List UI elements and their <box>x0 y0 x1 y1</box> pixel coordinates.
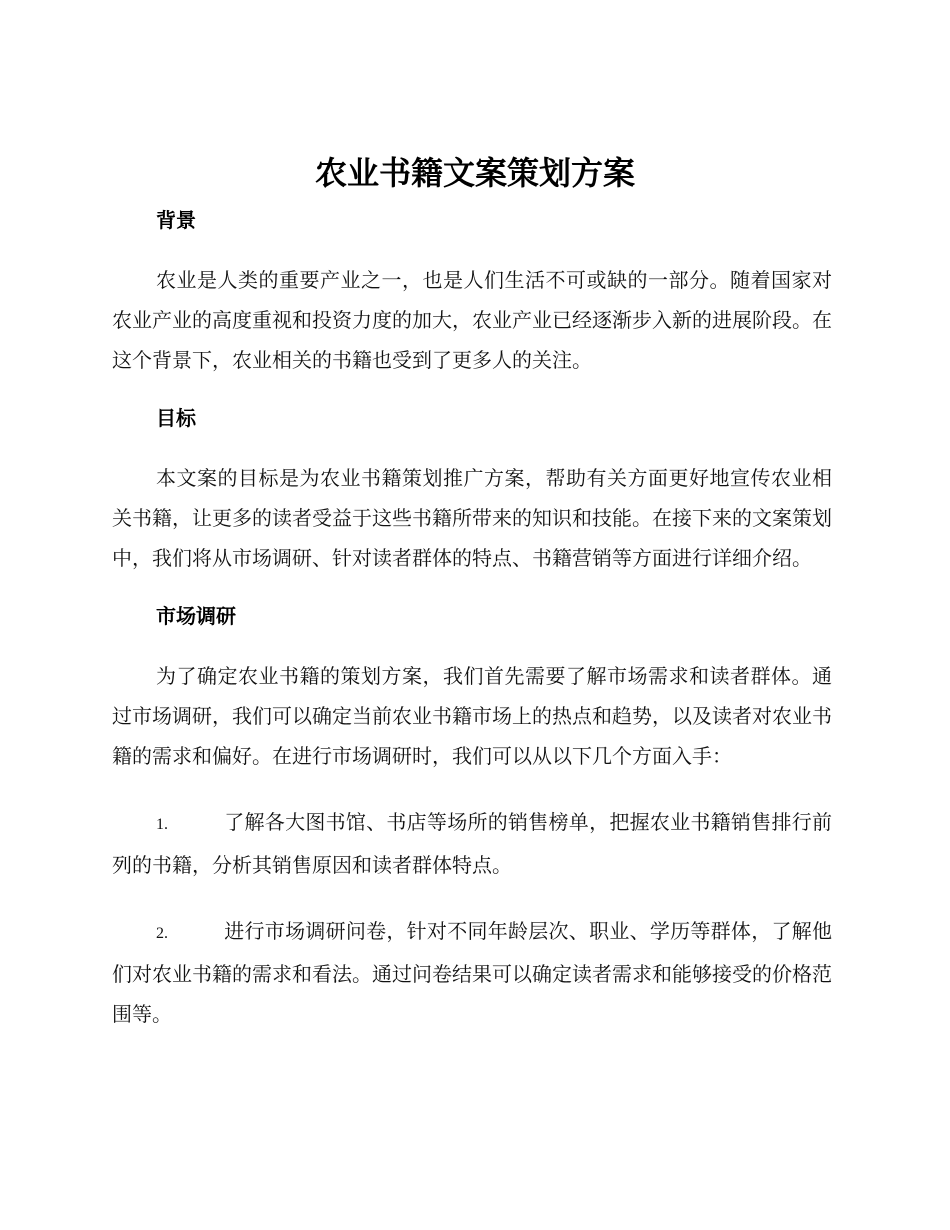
document-body <box>112 200 832 1034</box>
paragraph-background: 农业是人类的重要产业之一，也是人们生活不可或缺的一部分。随着国家对农业产业的高度重视和投资力度的加大，农业产业已经逐渐步入新的进展阶段。在这个背景下，农业相关的书籍也受到了更多人的关注。 <box>112 268 832 372</box>
list-item-number: 2. <box>156 925 168 942</box>
list-item-text: 了解各大图书馆、书店等场所的销售榜单，把握农业书籍销售排行前列的书籍，分析其销售原因和读者群体特点。 <box>112 810 832 877</box>
paragraph-market-research: 为了确定农业书籍的策划方案，我们首先需要了解市场需求和读者群体。通过市场调研，我们可以确定当前农业书籍市场上的热点和趋势，以及读者对农业书籍的需求和偏好。在进行市场调研时，我们可以从以下几个方面入手： <box>112 664 832 768</box>
paragraph-goal: 本文案的目标是为农业书籍策划推广方案，帮助有关方面更好地宣传农业相关书籍，让更多的读者受益于这些书籍所带来的知识和技能。在接下来的文案策划中，我们将从市场调研、针对读者群体的特点、书籍营销等方面进行详细介绍。 <box>112 466 832 570</box>
section-heading-market-research: 市场调研 <box>156 604 236 628</box>
list-item-number: 1. <box>156 816 168 833</box>
section-heading-background: 背景 <box>156 208 196 232</box>
document-title: 农业书籍文案策划方案 <box>314 154 635 192</box>
section-heading-goal: 目标 <box>156 406 196 430</box>
list-item <box>112 802 832 885</box>
list-item-text: 进行市场调研问卷，针对不同年龄层次、职业、学历等群体，了解他们对农业书籍的需求和看法。通过问卷结果可以确定读者需求和能够接受的价格范围等。 <box>112 919 832 1026</box>
list-item <box>112 911 832 1034</box>
